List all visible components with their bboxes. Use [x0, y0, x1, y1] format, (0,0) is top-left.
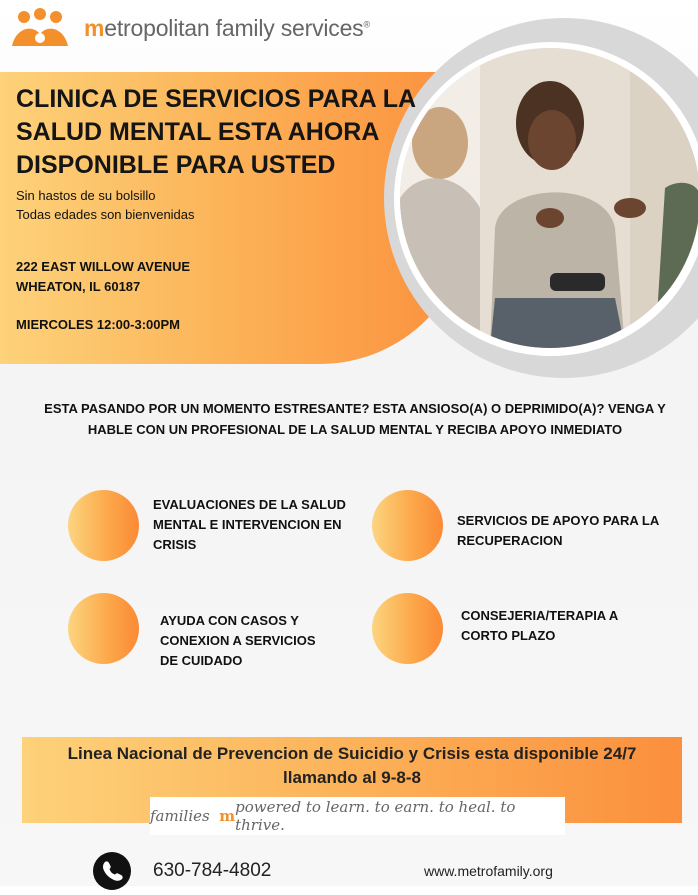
address [16, 257, 190, 297]
clinic-hours: MIERCOLES 12:00-3:00PM [16, 317, 180, 332]
address-city: WHEATON, IL 60187 [16, 279, 141, 294]
service-bullet-circle [372, 490, 443, 561]
website-link[interactable]: www.metrofamily.org [424, 863, 553, 879]
service-item-counseling: CONSEJERIA/TERAPIA A CORTO PLAZO [461, 608, 618, 643]
phone-icon [93, 852, 131, 890]
service-item-case-help: AYUDA CON CASOS Y CONEXION A SERVICIOS DE CUIDADO [160, 613, 316, 668]
headline: CLINICA DE SERVICIOS PARA LA SALUD MENTAL ESTA AHORA DISPONIBLE PARA USTED [16, 85, 416, 179]
metropolitan-family-services-logo [10, 8, 370, 48]
service-bullet-circle [372, 593, 443, 664]
address-street: 222 EAST WILLOW AVENUE [16, 259, 191, 274]
crisis-lifeline-text: Linea Nacional de Prevencion de Suicidio y Crisis esta disponible 24/7 llamando al 9-8-8 [67, 744, 637, 787]
phone-number[interactable]: 630-784-4802 [153, 860, 272, 881]
service-bullet-circle [68, 593, 139, 664]
cost-note: Sin hastos de su bolsillo [16, 188, 156, 203]
service-item-evaluations: EVALUACIONES DE LA SALUD MENTAL E INTERVENCION EN CRISIS [153, 497, 346, 552]
logo-wordmark: metropolitan family services® [84, 14, 370, 41]
family-logo-icon [10, 8, 70, 48]
service-item-recovery-support: SERVICIOS DE APOYO PARA LA RECUPERACION [457, 513, 659, 548]
ages-note: Todas edades son bienvenidas [16, 207, 195, 222]
subheading [16, 186, 195, 224]
service-bullet-circle [68, 490, 139, 561]
intro-question: ESTA PASANDO POR UN MOMENTO ESTRESANTE? ESTA ANSIOSO(A) O DEPRIMIDO(A)? VENGA Y HABLE CON UN PROFESIONAL DE LA SALUD MENTAL Y RECIBA APOYO INMEDIATO [44, 401, 666, 437]
tagline-box: families m powered to learn. to earn. to heal. to thrive. [150, 797, 565, 835]
